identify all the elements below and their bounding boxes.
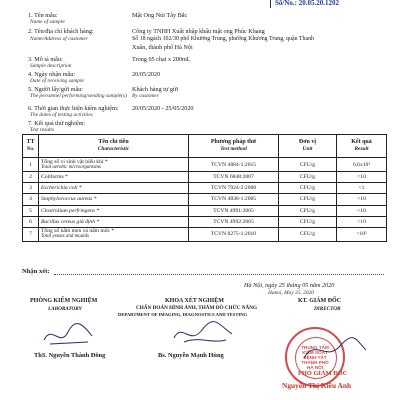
director-title: KT. GIÁM ĐỐC xyxy=(298,298,342,304)
dept-title-en: DEPARTMENT OF IMAGING, DIAGNOSTICS AND TESTING xyxy=(118,312,248,317)
field-date-received-en: Date of receiving sample xyxy=(30,78,84,84)
cell-method: TCVN 6848:2007 xyxy=(189,172,279,183)
cell-characteristic: Staphylococcus aureus * xyxy=(39,194,189,205)
cell-method: TCVN 7924-2:2008 xyxy=(189,183,279,194)
document-number: Số/No.: 20.05.20.1202 xyxy=(270,0,339,8)
cell-method: TCVN 4991:2005 xyxy=(189,205,279,216)
dept-signature xyxy=(168,318,238,350)
table-row xyxy=(23,227,387,241)
cell-no: 2 xyxy=(23,172,39,183)
remark-label: Nhận xét: xyxy=(22,268,50,275)
cell-result: <10 xyxy=(337,194,387,205)
cell-result: <1 xyxy=(337,183,387,194)
cell-characteristic: Escherichia coli * xyxy=(39,183,189,194)
cell-no: 4 xyxy=(23,194,39,205)
table-row xyxy=(23,183,387,194)
cell-no: 1 xyxy=(23,158,39,172)
director-signature xyxy=(300,336,370,366)
director-title-en: DIRECTOR xyxy=(314,306,341,312)
field-results-en: Test results xyxy=(30,127,55,133)
field-customer-address-2: Xuân, thành phố Hà Nội xyxy=(132,44,193,51)
cell-no: 5 xyxy=(23,205,39,216)
cell-characteristic: Clostridium perfringens * xyxy=(39,205,189,216)
table-row xyxy=(23,194,387,205)
field-customer-label: 2. Tên/địa chỉ khách hàng: xyxy=(28,28,94,35)
table-row xyxy=(23,205,387,216)
field-sample-name-value: Mật Ong Núi Tây Bắc xyxy=(132,12,188,19)
field-sender-en: The personnel performing/sending sample(s) xyxy=(30,93,127,99)
field-description-label: 3. Mô tả mẫu: xyxy=(28,56,63,63)
cell-unit: CFU/g xyxy=(279,205,337,216)
field-customer-address: Số 18 ngách 102/30 phố Khương Trung, phường Khương Trung, quận Thanh xyxy=(132,36,314,42)
field-sample-name-en: Name of sample xyxy=(30,19,65,25)
issue-date: Hà Nội, ngày 25 tháng 05 năm 2020 xyxy=(244,282,335,289)
field-sender-label: 5. Người lấy/gửi mẫu: xyxy=(28,86,84,93)
dept-title: KHOA XÉT NGHIỆM xyxy=(165,298,224,304)
field-customer-en: Name/Address of customer xyxy=(30,36,88,42)
results-table xyxy=(22,134,387,242)
cell-method: TCVN 4884-1:2015 xyxy=(189,158,279,172)
cell-characteristic: Tổng số nấm men và nấm mốc * Total yeasts and moulds xyxy=(39,227,189,241)
cell-unit: CFU/g xyxy=(279,158,337,172)
cell-result: 6,6x10³ xyxy=(337,158,387,172)
field-sender-value-en: By customer xyxy=(132,93,159,99)
field-sender-value: Khách hàng tự gửi xyxy=(132,86,179,93)
cell-characteristic: Coliforms * xyxy=(39,172,189,183)
table-row xyxy=(23,216,387,227)
table-row xyxy=(23,172,387,183)
cell-unit: CFU/g xyxy=(279,227,337,241)
stamp-line: THÀNH PHỐ xyxy=(301,360,329,365)
issue-date-en: Hanoi, May 25, 2020 xyxy=(268,290,314,296)
stamp-line: KIỂM SOÁT xyxy=(302,350,328,355)
field-date-received-value: 20/05/2020 xyxy=(132,71,161,78)
lab-title: PHÒNG KIỂM NGHIỆM xyxy=(30,298,98,304)
remark-dotted-line xyxy=(54,274,384,275)
cell-result: <10 xyxy=(337,216,387,227)
lab-title-en: LABORATORY xyxy=(48,306,82,312)
cell-result: <10² xyxy=(337,227,387,241)
field-description-value: Trong 05 chai x 200mL xyxy=(132,56,191,63)
lab-signature xyxy=(40,318,100,350)
cell-unit: CFU/g xyxy=(279,172,337,183)
cell-method: TCVN 4992:2005 xyxy=(189,216,279,227)
header-unit: Đơn vị Unit xyxy=(279,135,337,158)
director-role: PHÓ GIÁM ĐỐC xyxy=(298,370,348,377)
cell-method: TCVN 8275-1:2010 xyxy=(189,227,279,241)
lab-signer-name: ThS. Nguyễn Thành Đông xyxy=(34,352,106,359)
table-row xyxy=(23,158,387,172)
cell-no: 3 xyxy=(23,183,39,194)
header-result: Kết quả Result xyxy=(337,135,387,158)
field-customer-value: Công ty TNHH Xuất nhập khẩu mật ong Phúc Khang xyxy=(132,28,265,35)
field-results-label: 7. Kết quả thử nghiệm: xyxy=(28,120,86,127)
field-test-dates-en: The dates of testing activities xyxy=(30,112,93,118)
dept-signer-name: Bs. Nguyễn Mạnh Hùng xyxy=(158,352,224,359)
stamp-line: BỆNH TẬT xyxy=(303,355,327,360)
stamp-line: HÀ NỘI xyxy=(306,365,324,370)
stamp-line: TRUNG TÂM xyxy=(301,345,329,350)
cell-result: <10 xyxy=(337,205,387,216)
header-test-method: Phương pháp thử Test method xyxy=(189,135,279,158)
cell-result: <10 xyxy=(337,172,387,183)
cell-method: TCVN 4830-1:2005 xyxy=(189,194,279,205)
field-test-dates-label: 6. Thời gian thực hiện kiểm nghiệm: xyxy=(28,105,119,112)
cell-unit: CFU/g xyxy=(279,194,337,205)
field-test-dates-value: 20/05/2020 - 25/05/2020 xyxy=(132,105,194,112)
field-sample-name-label: 1. Tên mẫu: xyxy=(28,12,58,19)
header-characteristic: Tên chỉ tiêu Characteristic xyxy=(39,135,189,158)
cell-unit: CFU/g xyxy=(279,216,337,227)
table-header-row xyxy=(23,135,387,158)
cell-unit: CFU/g xyxy=(279,183,337,194)
field-description-en: Sample description xyxy=(30,63,72,69)
cell-characteristic: Tổng số vi sinh vật hiếu khí * Total aerobic microorganisms xyxy=(39,158,189,172)
dept-title-2: CHẨN ĐOÁN HÌNH ẢNH, THĂM DÒ CHỨC NĂNG xyxy=(136,305,258,311)
cell-characteristic: Bacillus cereus giả định * xyxy=(39,216,189,227)
header-no: TT No. xyxy=(23,135,39,158)
field-date-received-label: 4. Ngày nhận mẫu: xyxy=(28,71,76,78)
cell-no: 7 xyxy=(23,227,39,241)
cell-no: 6 xyxy=(23,216,39,227)
director-signer-name: Nguyễn Thị Kiều Anh xyxy=(282,381,352,390)
